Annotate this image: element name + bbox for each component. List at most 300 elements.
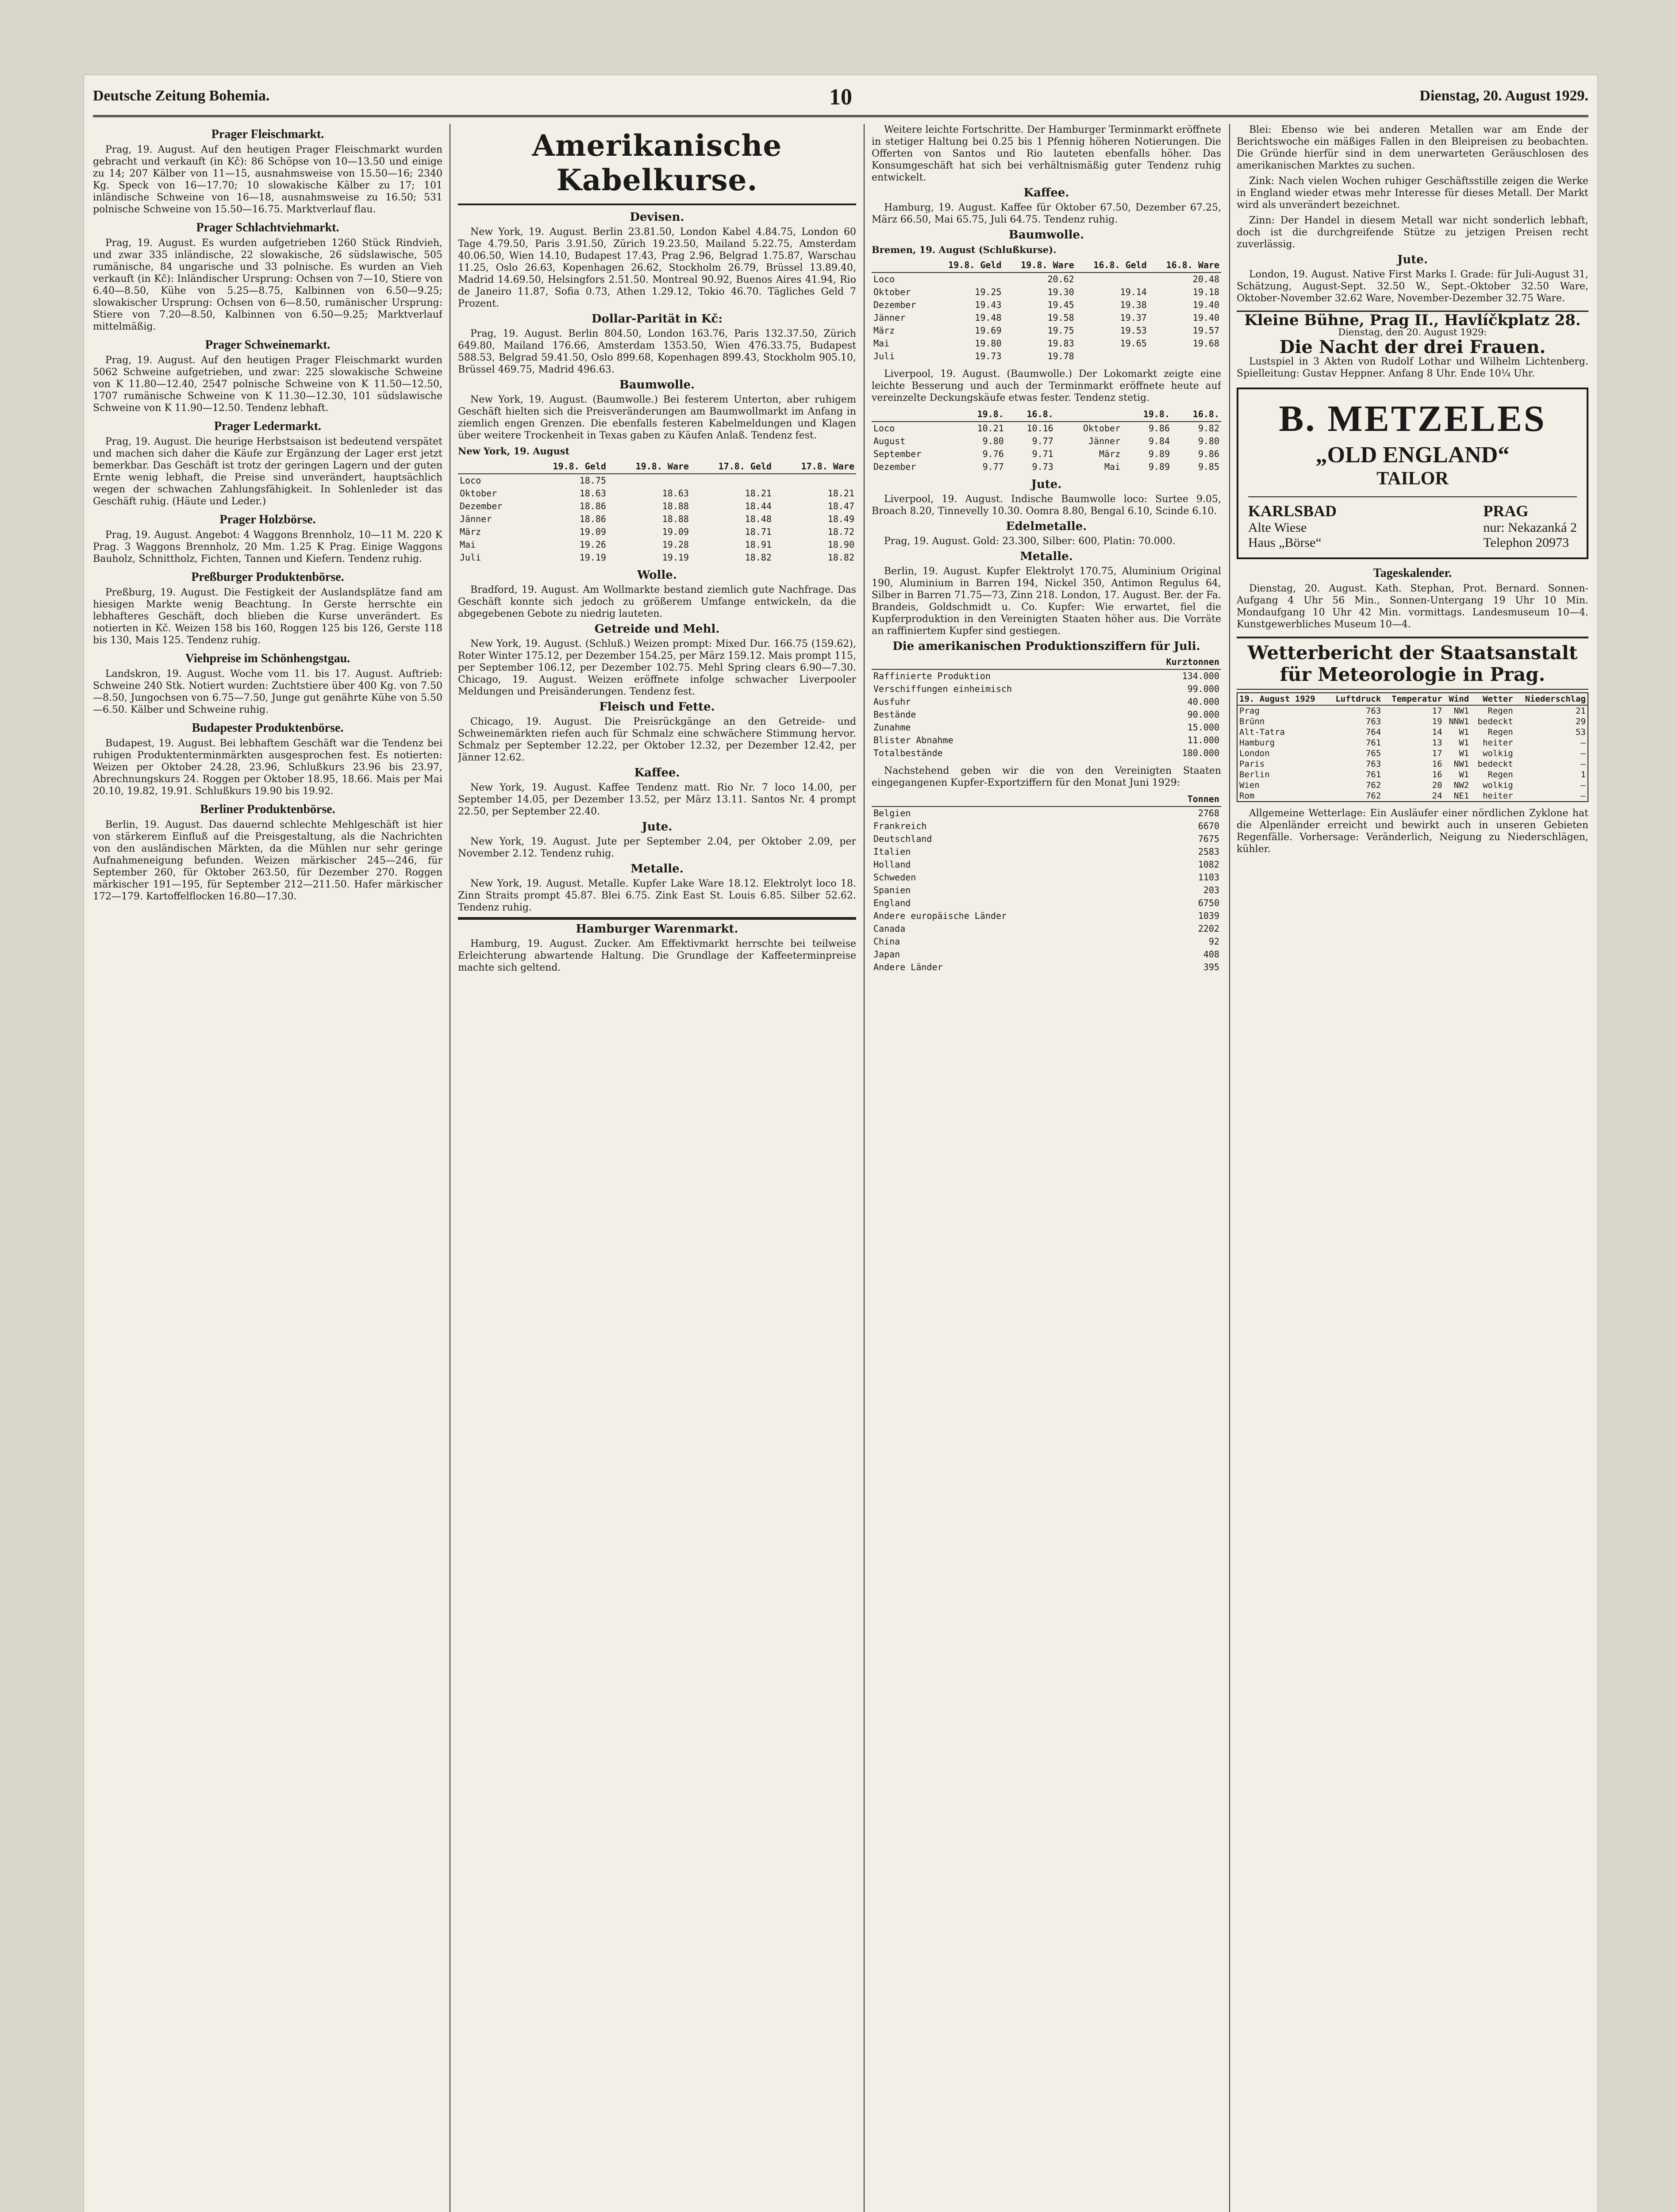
article-title: Preßburger Produktenbörse. <box>191 570 344 584</box>
table-cell: 18.82 <box>745 552 772 563</box>
table-row <box>872 448 1221 461</box>
table-cell: wolkig <box>1483 780 1513 790</box>
table-row <box>1237 769 1588 780</box>
table-header-cell: 19.8. Geld <box>525 460 608 474</box>
table-header-cell: 19.8. <box>956 407 1006 422</box>
table-cell: 18.21 <box>827 488 854 499</box>
article-text: Berlin, 19. August. Das dauernd schlechte Mehlgeschäft ist hier von stärkerem Einfluß auf die Preisgestaltung, als die Nachrichten von den ausländischen Märkten, da die Mühlen nur sehr geringe Aufnahmeneigung befunden. Weizen märkischer 245—246, für September 260, für Oktober 263.50, für Dezember 270. Roggen märkischer 191—195, für September 212—211.50. Hafer märkischer 172—179. Kartoffelflocken 16.80—17.30. <box>93 819 442 902</box>
paper-name: Deutsche Zeitung Bohemia. <box>93 88 270 104</box>
table-cell: 19.43 <box>975 300 1002 310</box>
table-cell: 9.89 <box>1148 449 1170 459</box>
table-cell: Dezember <box>873 461 916 472</box>
table-cell <box>608 474 691 487</box>
table-cell: Mai <box>460 539 476 550</box>
table-cell: Spanien <box>873 885 911 895</box>
column-2 <box>458 124 856 2212</box>
article-title: Jute. <box>1397 253 1428 266</box>
table-cell: 9.73 <box>1032 461 1053 472</box>
table-cell: 18.48 <box>745 514 772 524</box>
table-cell: 19.40 <box>1192 312 1219 323</box>
table-row <box>872 350 1221 363</box>
table-cell: Regen <box>1488 770 1513 780</box>
table-header-cell <box>872 258 930 273</box>
table-cell: 19.57 <box>1192 325 1219 336</box>
table-cell: 2202 <box>1198 923 1219 934</box>
table-cell: Canada <box>873 923 906 934</box>
table-cell: NNW1 <box>1449 717 1469 726</box>
table-header-cell <box>872 655 1121 669</box>
table-row <box>872 922 1221 935</box>
table-cell: 763 <box>1365 759 1381 769</box>
article-text: Preßburg, 19. August. Die Festigkeit der Auslandsplätze fand am hiesigen Markte wenig Beachtung. In Gerste herrschte ein lebhafteres Geschäft, doch blieben die Kurse unverändert. Es notierten in Kč. Weizen 158 bis 160, Roggen 125 bis 126, Gerste 118 bis 130, Mais 125. Tendenz ruhig. <box>93 587 442 646</box>
article-pressburg <box>93 571 442 646</box>
table-cell: Wien <box>1239 780 1260 790</box>
table-header-cell: 19.8. Ware <box>608 460 691 474</box>
table-cell: heiter <box>1483 738 1513 748</box>
table-row <box>872 806 1221 820</box>
table-cell: 19.37 <box>1120 312 1147 323</box>
article-title: Kaffee. <box>634 766 680 780</box>
table-cell: 18.82 <box>827 552 854 563</box>
column-rule <box>1229 124 1230 2212</box>
table-cell: 1103 <box>1198 872 1219 883</box>
table-cell: 19.09 <box>662 526 689 537</box>
table-cell: Ausfuhr <box>873 696 911 707</box>
table-cell: Andere europäische Länder <box>873 910 1007 921</box>
ad-name: B. METZELES <box>1279 398 1546 439</box>
table-cell: 180.000 <box>1182 748 1219 758</box>
table-cell: 21 <box>1576 706 1586 716</box>
table-cell: 1082 <box>1198 859 1219 870</box>
table-cell: Oktober <box>873 287 911 297</box>
table-cell: NW1 <box>1453 759 1469 769</box>
table-row <box>872 422 1221 435</box>
article-text: Berlin, 19. August. Kupfer Elektrolyt 170.75, Aluminium Original 190, Aluminium in Barren 194, Nickel 350, Antimon Regulus 64, Silber in Barren 71.75—73, Zinn 218. London, 17. August. Ber. der Fa. Brandeis, Goldschmidt u. Co. Kupfer: Wie erwartet, fiel die Kupferproduktion in den Vereinigten Staaten höher aus. Die Vorräte an raffiniertem Kupfer sind gestiegen. <box>872 566 1221 637</box>
table-cell: 20.62 <box>1047 274 1074 284</box>
table-cell: 18.75 <box>579 475 606 486</box>
table-cell: Zunahme <box>873 722 911 733</box>
table-row <box>1237 716 1588 727</box>
article-title: Jute. <box>642 820 673 833</box>
table-cell: 19.18 <box>1192 287 1219 297</box>
table-cell: 19.80 <box>975 338 1002 349</box>
table-row <box>872 897 1221 910</box>
table-cell: 19.58 <box>1047 312 1074 323</box>
article-text: Zinn: Der Handel in diesem Metall war nicht sonderlich lebhaft, doch ist die durchgreifende Stütze zu jetzigen Preisen recht zuverlässig. <box>1237 215 1588 250</box>
table-cell: 19.25 <box>975 287 1002 297</box>
table-cell: 19.73 <box>975 351 1002 361</box>
table-row <box>1237 791 1588 802</box>
table-cell: 1039 <box>1198 910 1219 921</box>
table-cell: Juli <box>873 351 895 361</box>
table-cell: Prag <box>1239 706 1260 716</box>
table-cell: 9.71 <box>1032 449 1053 459</box>
table-cell: 18.63 <box>579 488 606 499</box>
article-schlachtvieh <box>93 222 442 333</box>
table-row <box>872 273 1221 286</box>
table-cell: 9.77 <box>982 461 1004 472</box>
table-header-cell: Tonnen <box>1149 792 1221 806</box>
table-cell: Brünn <box>1239 717 1265 726</box>
article-title: Die amerikanischen Produktionsziffern für Juli. <box>892 640 1200 653</box>
table-row <box>872 871 1221 884</box>
table-cell: 9.76 <box>982 449 1004 459</box>
table-row <box>872 324 1221 337</box>
article-text: Prag, 19. August. Auf den heutigen Prager Fleischmarkt wurden gebracht und verkauft (in Kč): 86 Schöpse von 10—13.50 und einige zu 14; 207 Kälber von 11—15, ausnahmsweise von 15.50—16; 2340 Kg. Speck von 16—17.70; 10 slowakische Kälber zu 17; 101 inländische Schweine von 16—18, ausnahmsweise zu 16.50; 531 polnische Schweine von 15.50—16.75. Marktverlauf flau. <box>93 144 442 215</box>
article-text: New York, 19. August. (Baumwolle.) Bei festerem Unterton, aber ruhigem Geschäft hielten sich die Preisveränderungen am Baumwollmarkt im Anfang in ziemlich engen Grenzen. Die ebenfalls festeren Kabelmeldungen und Klagen über weitere Trockenheit in Texas gaben zu Käufen Anlaß. Tendenz fest. <box>458 394 856 441</box>
table-cell: Italien <box>873 846 911 857</box>
table-cell: August <box>873 436 906 446</box>
table-row <box>872 820 1221 833</box>
theater-name: Kleine Bühne, Prag II., Havlíčkplatz 28. <box>1244 311 1581 329</box>
table-cell: 9.89 <box>1148 461 1170 472</box>
table-row <box>1237 737 1588 748</box>
table-header-cell: 17.8. Geld <box>691 460 773 474</box>
article-title: Jute. <box>1031 478 1062 491</box>
table-cell: heiter <box>1483 791 1513 801</box>
article-text: Prag, 19. August. Berlin 804.50, London 163.76, Paris 132.37.50, Zürich 649.80, Mailand 176.66, Amsterdam 1353.50, Wien 476.33.75, Budapest 588.53, Belgrad 59.41.50, Oslo 899.68, Kopenhagen 899.43, Stockholm 905.10, Brüssel 469.75, Madrid 496.63. <box>458 328 856 375</box>
table-cell: 18.47 <box>827 501 854 511</box>
article-metals-report <box>1237 124 1588 304</box>
table-header-cell: 16.8. <box>1172 407 1221 422</box>
table-cell: 762 <box>1365 791 1381 801</box>
table-cell <box>1149 350 1221 363</box>
table-cell: NW1 <box>1453 706 1469 716</box>
table-cell: 18.86 <box>579 514 606 524</box>
table-cell <box>773 474 856 487</box>
play-title: Die Nacht der drei Frauen. <box>1279 337 1546 357</box>
article-text: Nachstehend geben wir die von den Vereinigten Staaten eingegangenen Kupfer-Exportziffern für den Monat Juni 1929: <box>872 765 1221 788</box>
table-row <box>872 734 1221 747</box>
table-row <box>872 858 1221 871</box>
table-cell: 18.72 <box>827 526 854 537</box>
table-cell: 764 <box>1365 727 1381 737</box>
table-cell: Berlin <box>1239 770 1270 780</box>
table-cell: — <box>1580 749 1586 758</box>
table-header-cell: 19. August 1929 <box>1237 693 1327 705</box>
ad-city: PRAG <box>1483 502 1529 520</box>
table-row <box>872 833 1221 845</box>
table-header-cell: 16.8. Ware <box>1149 258 1221 273</box>
weather-table <box>1237 692 1588 802</box>
table-cell: wolkig <box>1483 749 1513 758</box>
table-cell: 19.38 <box>1120 300 1147 310</box>
article-text: New York, 19. August. (Schluß.) Weizen prompt: Mixed Dur. 166.75 (159.62), Roter Winter 175.12, per Dezember 154.25, per März 159.12. Mais prompt 115, per September 106.12, per Dezember 102.75. Mehl Spring clears 6.90—7.30. Chicago, 19. August. Weizen eröffnete infolge schwacher Liverpooler Meldungen und Preisänderungen. Tendenz fest. <box>458 638 856 697</box>
article-text: Allgemeine Wetterlage: Ein Ausläufer einer nördlichen Zyklone hat die Alpenländer erreicht und bewirkt auch in unseren Gebieten Regenfälle. Vorhersage: Veränderlich, Neigung zu Niederschlägen, kühler. <box>1237 808 1588 855</box>
table-cell: 6670 <box>1198 821 1219 831</box>
table-row <box>872 961 1221 974</box>
table-cell <box>1076 273 1149 286</box>
table-header-cell <box>872 407 956 422</box>
weather-forecast <box>1237 807 1588 855</box>
article-text: New York, 19. August. Metalle. Kupfer Lake Ware 18.12. Elektrolyt loco 18. Zinn Straits prompt 45.87. Blei 6.75. Zink East St. Louis 6.85. Silber 52.62. Tendenz ruhig. <box>458 878 856 913</box>
article-title: Hamburger Warenmarkt. <box>458 917 856 935</box>
table-cell: — <box>1580 791 1586 801</box>
article-title: Metalle. <box>1020 550 1073 563</box>
table-cell: Mai <box>1104 461 1121 472</box>
table-cell: Frankreich <box>873 821 927 831</box>
table-row <box>872 695 1221 708</box>
theater-notice <box>1237 311 1588 380</box>
article-text: Weitere leichte Fortschritte. Der Hamburger Terminmarkt eröffnete in stetiger Haltung bei 0.25 bis 1 Pfennig höheren Notierungen. Die Offerten von Santos und Rio lauteten ebenfalls höher. Das Konsumgeschäft hat sich bei verhältnismäßig guter Tendenz ruhig entwickelt. <box>872 124 1221 183</box>
table-row <box>872 721 1221 734</box>
article-text: Blei: Ebenso wie bei anderen Metallen war am Ende der Berichtswoche ein mäßiges Fallen in den Bleipreisen zu beobachten. Die Gründe hierfür sind in dem unerwarteten Geräuschlosen des amerikanischen Marktes zu suchen. <box>1237 124 1588 171</box>
table-caption: Bremen, 19. August (Schlußkurse). <box>872 244 1057 255</box>
tailor-advertisement <box>1237 388 1588 559</box>
table-cell: Oktober <box>1083 423 1121 434</box>
weather-title: Wetterbericht der Staatsanstalt für Meteorologie in Prag. <box>1237 637 1588 690</box>
table-cell: 19.65 <box>1120 338 1147 349</box>
table-header-cell: Niederschlag <box>1515 693 1588 705</box>
table-row <box>872 299 1221 311</box>
table-cell: 20 <box>1432 780 1442 790</box>
article-text: Hamburg, 19. August. Kaffee für Oktober 67.50, Dezember 67.25, März 66.50, Mai 65.75, Juli 64.75. Tendenz ruhig. <box>872 202 1221 225</box>
article-text: Prag, 19. August. Die heurige Herbstsaison ist bedeutend verspätet und machen sich daher die Käufe zur Ergänzung der Lager erst jetzt bemerkbar. Das Geschäft ist trotz der geringen Lagern und der guten Ernte wenig lebhaft, die Preise sind unverändert, hauptsächlich wegen der schwachen Zahlungsfähigkeit. In Sohlenleder ist das Geschäft ruhig. (Häute und Leder.) <box>93 436 442 507</box>
table-cell: 1 <box>1580 770 1586 780</box>
table-row <box>1237 705 1588 716</box>
table-row <box>872 845 1221 858</box>
table-header-cell: Luftdruck <box>1327 693 1383 705</box>
ad-addresses <box>1248 496 1577 550</box>
table-row <box>872 337 1221 350</box>
export-table <box>872 792 1221 974</box>
table-cell: September <box>873 449 922 459</box>
article-text: Hamburg, 19. August. Zucker. Am Effektivmarkt herrschte bei teilweise Erleichterung abwartende Haltung. Die Grundlage der Kaffeeterminpreise machte sich geltend. <box>458 938 856 973</box>
table-cell: Loco <box>460 475 481 486</box>
table-cell: Jänner <box>460 514 492 524</box>
table-header-cell: Wind <box>1444 693 1471 705</box>
article-title: Prager Fleischmarkt. <box>211 127 324 141</box>
table-row <box>1237 727 1588 737</box>
table-cell: Holland <box>873 859 911 870</box>
table-cell: 9.82 <box>1198 423 1219 434</box>
table-cell: NE1 <box>1453 791 1469 801</box>
table-row <box>458 474 856 487</box>
article-text: Prag, 19. August. Angebot: 4 Waggons Brennholz, 10—11 M. 220 K Prag. 3 Waggons Brennholz, 20 Mm. 1.25 K Prag. Einige Waggons Bauholz, Schnittholz, Fichten, Tannen und Kiefern. Tendenz ruhig. <box>93 530 442 565</box>
table-cell: Bestände <box>873 709 916 720</box>
table-cell: 20.48 <box>1192 274 1219 284</box>
table-cell: Dezember <box>460 501 503 511</box>
table-cell: 9.77 <box>1032 436 1053 446</box>
table-cell: Loco <box>873 423 895 434</box>
table-cell: 19.83 <box>1047 338 1074 349</box>
article-text: Zink: Nach vielen Wochen ruhiger Geschäftsstille zeigen die Werke in England wieder etwas mehr Interesse für dieses Metall. Der Markt wird als unverändert bezeichnet. <box>1237 176 1588 211</box>
table-cell: 19.26 <box>579 539 606 550</box>
table-cell: 9.86 <box>1198 449 1219 459</box>
table-cell: — <box>1580 738 1586 748</box>
table-cell: März <box>460 526 481 537</box>
table-cell: März <box>1099 449 1121 459</box>
table-cell: 2768 <box>1198 808 1219 818</box>
table-cell: 395 <box>1203 962 1219 972</box>
table-cell: 408 <box>1203 949 1219 960</box>
table-caption: New York, 19. August <box>458 445 570 457</box>
article-title: Prager Ledermarkt. <box>214 419 322 433</box>
table-header-cell: 19.8. <box>1122 407 1172 422</box>
cotton-table <box>458 460 856 564</box>
liverpool-table <box>872 407 1221 473</box>
table-cell: Andere Länder <box>873 962 943 972</box>
article-title: Tageskalender. <box>1373 566 1452 580</box>
table-cell: Dezember <box>873 300 916 310</box>
table-cell: 18.44 <box>745 501 772 511</box>
table-cell: 18.63 <box>662 488 689 499</box>
table-cell: 29 <box>1576 717 1586 726</box>
table-cell: — <box>1580 759 1586 769</box>
ad-street: nur: Nekazanká 2 <box>1483 520 1577 535</box>
table-cell: Alt-Tatra <box>1239 727 1285 737</box>
table-cell: 2583 <box>1198 846 1219 857</box>
table-cell: Paris <box>1239 759 1265 769</box>
table-cell: Japan <box>873 949 900 960</box>
table-row <box>458 487 856 500</box>
theater-date: Dienstag, den 20. August 1929: <box>1338 327 1487 338</box>
article-title: Prager Schlachtviehmarkt. <box>196 221 339 234</box>
table-cell: 763 <box>1365 706 1381 716</box>
page-header <box>93 84 1588 117</box>
table-cell: 761 <box>1365 738 1381 748</box>
article-title: Baumwolle. <box>1008 228 1084 242</box>
column-4 <box>1237 124 1588 2212</box>
article-text: Bradford, 19. August. Am Wollmarkte bestand ziemlich gute Nachfrage. Das Geschäft konnte sich jedoch zu größerem Umfange entwickeln, da die abgegebenen Gebote zu niedrig lauteten. <box>458 584 856 619</box>
table-header-cell: 17.8. Ware <box>773 460 856 474</box>
table-row <box>872 910 1221 922</box>
table-cell: 19.69 <box>975 325 1002 336</box>
table-cell: 99.000 <box>1187 684 1219 694</box>
column-3 <box>872 124 1221 2212</box>
table-row <box>872 461 1221 473</box>
table-cell: Verschiffungen einheimisch <box>873 684 1012 694</box>
table-cell: 19.75 <box>1047 325 1074 336</box>
table-cell: Mai <box>873 338 890 349</box>
table-cell: bedeckt <box>1477 717 1513 726</box>
table-header-cell <box>1055 407 1122 422</box>
table-header-cell: 16.8. Geld <box>1076 258 1149 273</box>
article-coffee <box>872 124 1221 974</box>
table-cell: 9.80 <box>982 436 1004 446</box>
article-schoenhengstgau <box>93 653 442 716</box>
article-text: Liverpool, 19. August. (Baumwolle.) Der Lokomarkt zeigte eine leichte Besserung und auch der Terminmarkt eröffnete heute auf vereinzelte Deckungskäufe etwas fester. Tendenz stetig. <box>872 369 1221 403</box>
table-cell: 19.53 <box>1120 325 1147 336</box>
table-cell: NW2 <box>1453 780 1469 790</box>
article-title: Viehpreise im Schönhengstgau. <box>185 652 350 665</box>
table-row <box>872 948 1221 961</box>
table-row <box>872 311 1221 324</box>
table-cell: Hamburg <box>1239 738 1275 748</box>
article-title: Berliner Produktenbörse. <box>200 803 335 816</box>
table-cell: Belgien <box>873 808 911 818</box>
table-cell: 18.88 <box>662 501 689 511</box>
ad-address-prag <box>1483 502 1577 550</box>
table-header-cell: 19.8. Ware <box>1003 258 1076 273</box>
table-row <box>458 513 856 526</box>
table-row <box>1237 780 1588 791</box>
section-title: Amerikanische Kabelkurse. <box>458 124 856 205</box>
table-cell <box>1076 350 1149 363</box>
table-cell: 15.000 <box>1187 722 1219 733</box>
table-cell: 19.19 <box>662 552 689 563</box>
table-cell: 765 <box>1365 749 1381 758</box>
table-cell: Schweden <box>873 872 916 883</box>
article-title: Prager Schweinemarkt. <box>205 338 331 352</box>
ad-subtitle: TAILOR <box>1376 469 1449 489</box>
table-cell: Blister Abnahme <box>873 735 953 745</box>
table-cell: 16 <box>1432 759 1442 769</box>
table-cell: Totalbestände <box>873 748 943 758</box>
table-cell: 10.16 <box>1026 423 1053 434</box>
article-text: New York, 19. August. Jute per September 2.04, per Oktober 2.09, per November 2.12. Tendenz ruhig. <box>458 836 856 859</box>
article-title: Dollar-Parität in Kč: <box>591 312 723 326</box>
table-cell: 19.28 <box>662 539 689 550</box>
ad-city: KARLSBAD <box>1248 502 1337 520</box>
article-text: Budapest, 19. August. Bei lebhaftem Geschäft war die Tendenz bei ruhigen Produktenterminmärkten ausgesprochen fest. Es notierten: Weizen per Oktober 24.28, 23.96, Schlußkurs 23.96 bis 23.97, Abrechnungskurs 24. Roggen per Oktober 18.95, 18.66. Mais per Mai 20.10, 19.82, 19.91. Schlußkurs 19.90 bis 19.92. <box>93 738 442 797</box>
table-cell: 18.91 <box>745 539 772 550</box>
table-cell <box>691 474 773 487</box>
table-cell: bedeckt <box>1477 759 1513 769</box>
table-cell: 7675 <box>1198 833 1219 844</box>
table-header-cell: Temperatur <box>1383 693 1444 705</box>
table-cell: 14 <box>1432 727 1442 737</box>
table-cell: 19 <box>1432 717 1442 726</box>
ad-address-karlsbad <box>1248 502 1337 550</box>
table-cell: — <box>1580 780 1586 790</box>
table-row <box>458 538 856 551</box>
article-text: Dienstag, 20. August. Kath. Stephan, Prot. Bernard. Sonnen-Aufgang 4 Uhr 56 Min., Sonnen-Untergang 19 Uhr 10 Min. Mondaufgang 10 Uhr 42 Min. vormittags. Landesmuseum 10—4. Kunstgewerbliches Museum 10—4. <box>1237 583 1588 630</box>
newspaper-page <box>84 75 1597 2212</box>
table-cell: Jänner <box>873 312 906 323</box>
issue-date: Dienstag, 20. August 1929. <box>1419 88 1588 104</box>
table-cell: 9.84 <box>1148 436 1170 446</box>
table-cell: 18.71 <box>745 526 772 537</box>
column-rule <box>864 124 865 2212</box>
day-calendar <box>1237 567 1588 630</box>
table-cell: 19.40 <box>1192 300 1219 310</box>
article-title: Metalle. <box>630 862 684 876</box>
article-text: London, 19. August. Native First Marks I. Grade: für Juli-August 31, Schätzung, August-Sept. 32.50 W., Sept.-Oktober 32.50 Ware, Oktober-November 32.62 Ware, November-Dezember 32.75 Ware. <box>1237 269 1588 304</box>
table-cell: 19.30 <box>1047 287 1074 297</box>
article-title: Wolle. <box>637 568 677 582</box>
table-cell: 11.000 <box>1187 735 1219 745</box>
ad-phone: Telephon 20973 <box>1483 535 1569 550</box>
table-cell: Regen <box>1488 727 1513 737</box>
table-cell: London <box>1239 749 1270 758</box>
table-row <box>872 286 1221 299</box>
article-text: Liverpool, 19. August. Indische Baumwolle loco: Surtee 9.05, Broach 8.20, Tinnevelly 10.30. Oomra 8.80, Bengal 6.10, Scinde 6.10. <box>872 494 1221 517</box>
table-row <box>872 435 1221 448</box>
article-title: Baumwolle. <box>619 378 695 392</box>
table-cell: 19.45 <box>1047 300 1074 310</box>
table-cell: 90.000 <box>1187 709 1219 720</box>
table-row <box>1237 759 1588 769</box>
table-header-cell: Kurztonnen <box>1121 655 1221 669</box>
table-cell: W1 <box>1459 727 1469 737</box>
article-title: Edelmetalle. <box>1006 520 1087 533</box>
article-title: Kaffee. <box>1023 186 1069 200</box>
article-schweinemarkt <box>93 339 442 414</box>
bremen-table <box>872 258 1221 363</box>
table-cell: Jänner <box>1088 436 1121 446</box>
article-title: Getreide und Mehl. <box>594 622 720 636</box>
table-cell: 18.49 <box>827 514 854 524</box>
table-cell: 761 <box>1365 770 1381 780</box>
table-cell: 19.14 <box>1120 287 1147 297</box>
article-ledermarkt <box>93 420 442 507</box>
table-cell: W1 <box>1459 770 1469 780</box>
table-row <box>872 669 1221 683</box>
ad-building: Haus „Börse“ <box>1248 535 1322 550</box>
table-header-cell <box>872 792 1149 806</box>
table-cell: 18.88 <box>662 514 689 524</box>
